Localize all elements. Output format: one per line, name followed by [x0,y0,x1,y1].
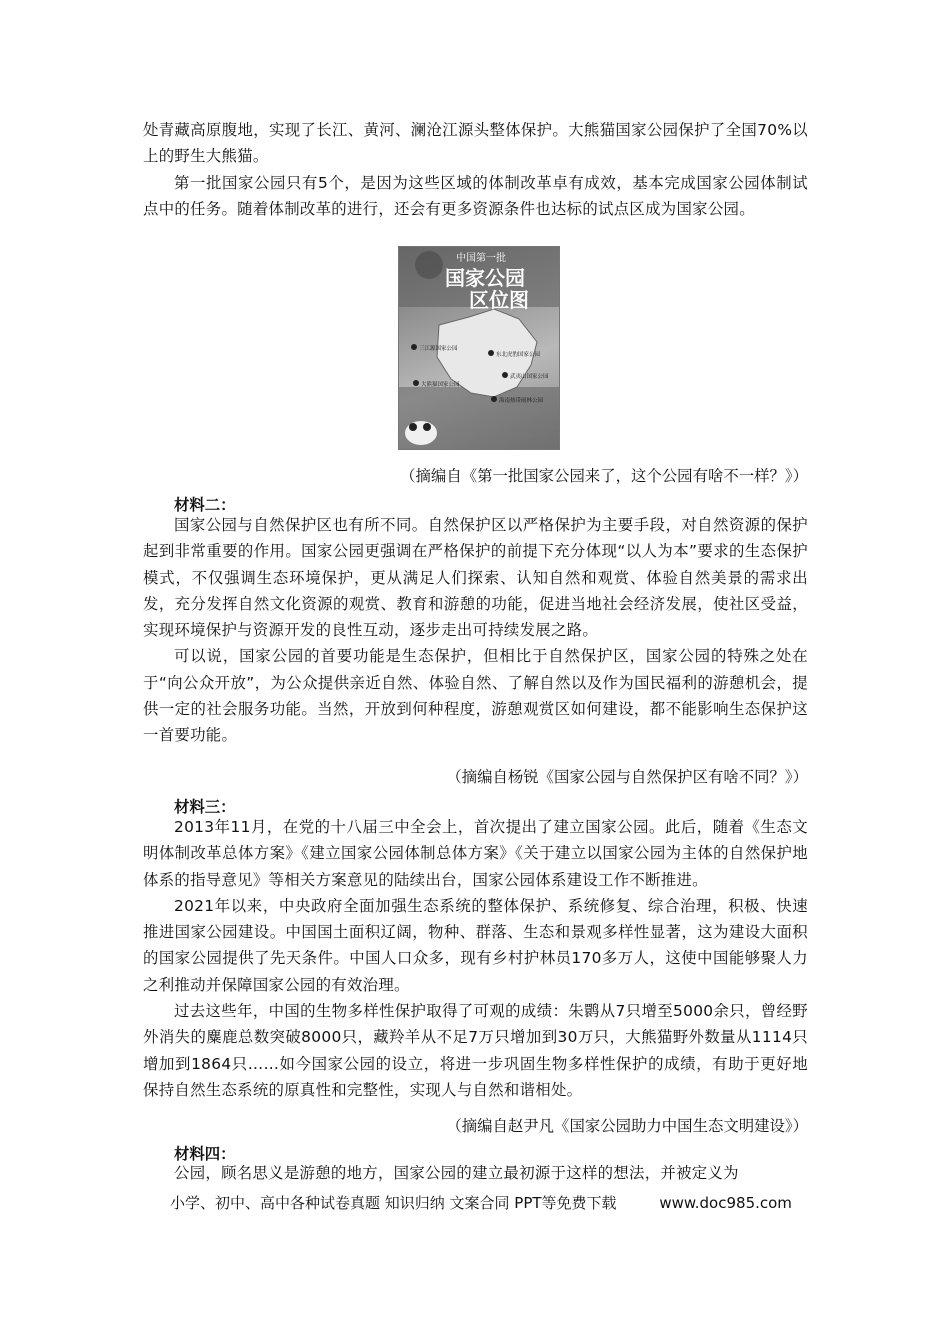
map-label: 三江源国家公园 [419,346,458,352]
figure-title-line1: 国家公园 [445,266,525,290]
source-citation: （摘编自《第一批国家公园来了，这个公园有啥不一样？》） [400,467,808,485]
map-label: 海南热带雨林公园 [499,398,544,404]
paragraph: 处青藏高原腹地，实现了长江、黄河、澜沧江源头整体保护。大熊猫国家公园保护了全国70%以上的野生大熊猫。 [143,121,808,166]
material3-heading: 材料三： [174,798,236,816]
paragraph: 过去这些年，中国的生物多样性保护取得了可观的成绩：朱鹮从7只增至5000余只，曾经野外消失的麋鹿总数突破8000只，藏羚羊从不足7万只增加到30万只，大熊猫野外数量从1114只增加到1864只……如今国家公园的设立，将进一步巩固生物多样性保护的成绩，有助于更好地保持自然生态系统的原真性和完整性，实现人与自然和谐相处。 [143,1002,808,1099]
material2-body [143,512,808,749]
map-label: 武夷山国家公园 [510,374,549,380]
map-illustration [399,247,559,449]
national-park-map-image [398,246,560,450]
material4-heading: 材料四： [174,1145,236,1163]
material2-heading: 材料二： [174,496,236,514]
page-footer [170,1192,792,1213]
paragraph: 国家公园与自然保护区也有所不同。自然保护区以严格保护为主要手段，对自然资源的保护起到非常重要的作用。国家公园更强调在严格保护的前提下充分体现“以人为本”要求的生态保护模式，不仅强调生态环境保护，更从满足人们探索、认知自然和观赏、体验自然美景的需求出发，充分发挥自然文化资源的观赏、教育和游憩的功能，促进当地社会经济发展，使社区受益，实现环境保护与资源开发的良性互动，逐步走出可持续发展之路。 [143,516,808,640]
paragraph: 可以说，国家公园的首要功能是生态保护，但相比于自然保护区，国家公园的特殊之处在于“向公众开放”，为公众提供亲近自然、体验自然、了解自然以及作为国民福利的游憩机会，提供一定的社会服务功能。当然，开放到何种程度，游憩观赏区如何建设，都不能影响生态保护这一首要功能。 [143,647,808,745]
footer-url[interactable]: www.doc985.com [659,1194,792,1212]
paragraph: 2021年以来，中央政府全面加强生态系统的整体保护、系统修复、综合治理，积极、快速推进国家公园建设。中国国土面积辽阔，物种、群落、生态和景观多样性显著，这为建设大面积的国家公园提供了先天条件。中国人口众多，现有乡村护林员170多万人，这使中国能够聚人力之利推动并保障国家公园的有效治理。 [143,896,808,994]
paragraph: 公园，顾名思义是游憩的地方，国家公园的建立最初源于这样的想法，并被定义为 [174,1164,739,1182]
material3-body [143,814,808,1103]
figure-title-small: 中国第一批 [456,253,506,264]
source-citation: （摘编自赵尹凡《国家公园助力中国生态文明建设》） [446,1117,808,1135]
paragraph: 2013年11月，在党的十八届三中全会上，首次提出了建立国家公园。此后，随着《生态文明体制改革总体方案》《建立国家公园体制总体方案》《关于建立以国家公园为主体的自然保护地体系的指导意见》等相关方案意见的陆续出台，国家公园体系建设工作不断推进。 [143,818,808,889]
material1-continuation [143,117,808,222]
source-citation: （摘编自杨锐《国家公园与自然保护区有啥不同？》） [446,768,808,786]
figure-title-line2: 区位图 [469,288,529,312]
paragraph: 第一批国家公园只有5个，是因为这些区域的体制改革卓有成效，基本完成国家公园体制试点中的任务。随着体制改革的进行，还会有更多资源条件也达标的试点区成为国家公园。 [143,173,808,218]
footer-text: 小学、初中、高中各种试卷真题 知识归纳 文案合同 PPT等免费下载 [170,1194,617,1212]
map-label: 大熊猫国家公园 [421,382,460,388]
map-label: 东北虎豹国家公园 [496,352,541,358]
material4-body [143,1160,808,1186]
